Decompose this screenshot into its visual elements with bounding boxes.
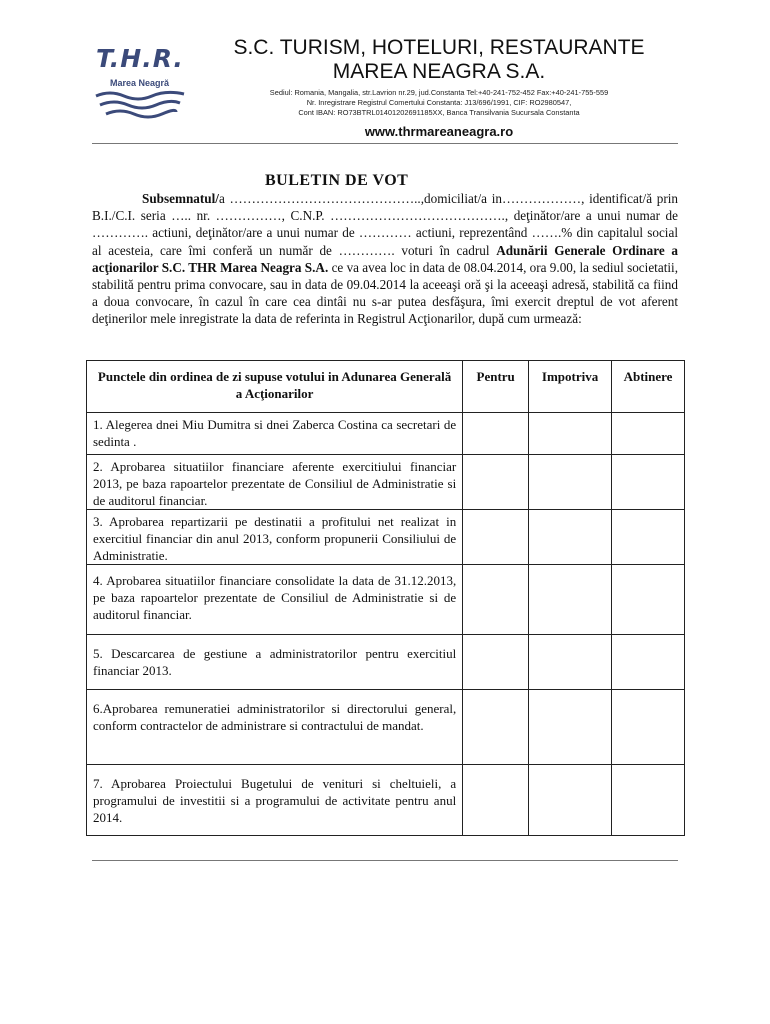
logo-letters: T.H.R. [96, 44, 184, 73]
company-bank-account: Cont IBAN: RO73BTRL01401202691185XX, Banca Transilvania Sucursala Constanta [298, 108, 580, 117]
company-name-line1: S.C. TURISM, HOTELURI, RESTAURANTE [233, 36, 645, 59]
header-against: Impotriva [529, 361, 612, 413]
vote-against-cell-1[interactable] [529, 413, 612, 455]
vote-against-cell-6[interactable] [529, 690, 612, 765]
vote-abstain-cell-5[interactable] [612, 635, 685, 690]
vote-against-cell-2[interactable] [529, 455, 612, 510]
company-address: Sediul: Romania, Mangalia, str.Lavrion nr.29, jud.Constanta Tel:+40-241-752-452 Fax:+40-241-755-559 [269, 88, 609, 97]
vote-for-cell-3[interactable] [463, 510, 529, 565]
table-header-row [87, 361, 685, 413]
company-logo [92, 44, 202, 134]
declaration-paragraph [92, 190, 678, 328]
table-row [87, 690, 685, 765]
agenda-item-7: 7. Aprobarea Proiectului Bugetului de venituri si cheltuieli, a programului de investitii si a programului de activitate pentru anul 2014. [87, 765, 463, 836]
vote-against-cell-5[interactable] [529, 635, 612, 690]
vote-for-cell-1[interactable] [463, 413, 529, 455]
agenda-item-4: 4. Aprobarea situatiilor financiare consolidate la data de 31.12.2013, pe baza rapoartelor prezentate de Consiliul de Administratie si de auditorul financiar. [87, 565, 463, 635]
table-row [87, 510, 685, 565]
agenda-item-2: 2. Aprobarea situatiilor financiare aferente exercitiului financiar 2013, pe baza rapoartelor prezentate de Consiliul de Administratie si de auditorul financiar. [87, 455, 463, 510]
vote-abstain-cell-6[interactable] [612, 690, 685, 765]
vote-for-cell-6[interactable] [463, 690, 529, 765]
agenda-item-5: 5. Descarcarea de gestiune a administratorilor pentru exercitiul financiar 2013. [87, 635, 463, 690]
vote-table [86, 360, 685, 836]
table-row [87, 413, 685, 455]
header-for: Pentru [463, 361, 529, 413]
vote-against-cell-7[interactable] [529, 765, 612, 836]
vote-for-cell-2[interactable] [463, 455, 529, 510]
company-registration: Nr. Inregistrare Registrul Comertului Constanta: J13/696/1991, CIF: RO2980547, [306, 98, 572, 107]
subscriber-label: Subsemnatul/ [142, 191, 219, 206]
declaration-text-part2: ce va avea loc in data de 08.04.2014, ora 9.00, la sediul societatii, stabilită pentru prima convocare, sau in data de 09.04.2014 la aceeaşi oră şi la aceeaşi adresă, stabilită ca fiind a doua convocare, în cazul în care cea dintâi nu s-ar putea desfăşura, îmi exercit dreptul de vot aferent deţinerilor mele inregistrate la data de referinta in Registrul Acţionarilor, după cum urmează: [92, 259, 678, 327]
letterhead [92, 36, 678, 142]
waves-icon [92, 90, 192, 124]
header-divider [92, 143, 678, 144]
table-row [87, 765, 685, 836]
meeting-name: Adunării Generale Ordinare a acţionarilor S.C. THR Marea Neagra S.A. [92, 242, 678, 275]
vote-against-cell-3[interactable] [529, 510, 612, 565]
table-row [87, 635, 685, 690]
table-row [87, 455, 685, 510]
document-title: BULETIN DE VOT [265, 172, 409, 189]
vote-for-cell-7[interactable] [463, 765, 529, 836]
vote-for-cell-5[interactable] [463, 635, 529, 690]
declaration-text-part1: a ……………………………………..,domiciliat/a in………………, identificat/ă prin B.I./C.I. seria ….. nr. ……………, C.N.P. …………………………………., deţinător/are a unui numar de …………. actiuni, deţinător/are a unui numar de ………… actiuni, reprezentând …….% din capitalul social al acesteia, care îmi conferă un număr de …………. voturi în cadrul [92, 191, 678, 258]
vote-abstain-cell-4[interactable] [612, 565, 685, 635]
vote-abstain-cell-2[interactable] [612, 455, 685, 510]
header-abstain: Abtinere [612, 361, 685, 413]
vote-abstain-cell-7[interactable] [612, 765, 685, 836]
table-row [87, 565, 685, 635]
vote-for-cell-4[interactable] [463, 565, 529, 635]
company-info [204, 88, 674, 118]
vote-abstain-cell-1[interactable] [612, 413, 685, 455]
agenda-item-3: 3. Aprobarea repartizarii pe destinatii a profitului net realizat in exercitiul financiar din anul 2013, conform propunerii Consiliului de Administratie. [87, 510, 463, 565]
vote-against-cell-4[interactable] [529, 565, 612, 635]
company-website-link[interactable]: www.thrmareaneagra.ro [364, 124, 514, 139]
agenda-item-6: 6.Aprobarea remuneratiei administratorilor si directorului general, conform contractelor de administrare si contractului de mandat. [87, 690, 463, 765]
footer-divider [92, 860, 678, 861]
logo-subtitle: Marea Neagră [110, 78, 170, 88]
header-agenda-items: Punctele din ordinea de zi supuse votului in Adunarea Generală a Acţionarilor [87, 361, 463, 413]
company-block [204, 36, 674, 139]
vote-abstain-cell-3[interactable] [612, 510, 685, 565]
agenda-item-1: 1. Alegerea dnei Miu Dumitra si dnei Zaberca Costina ca secretari de sedinta . [87, 413, 463, 455]
company-name-line2: MAREA NEAGRA S.A. [332, 60, 546, 83]
